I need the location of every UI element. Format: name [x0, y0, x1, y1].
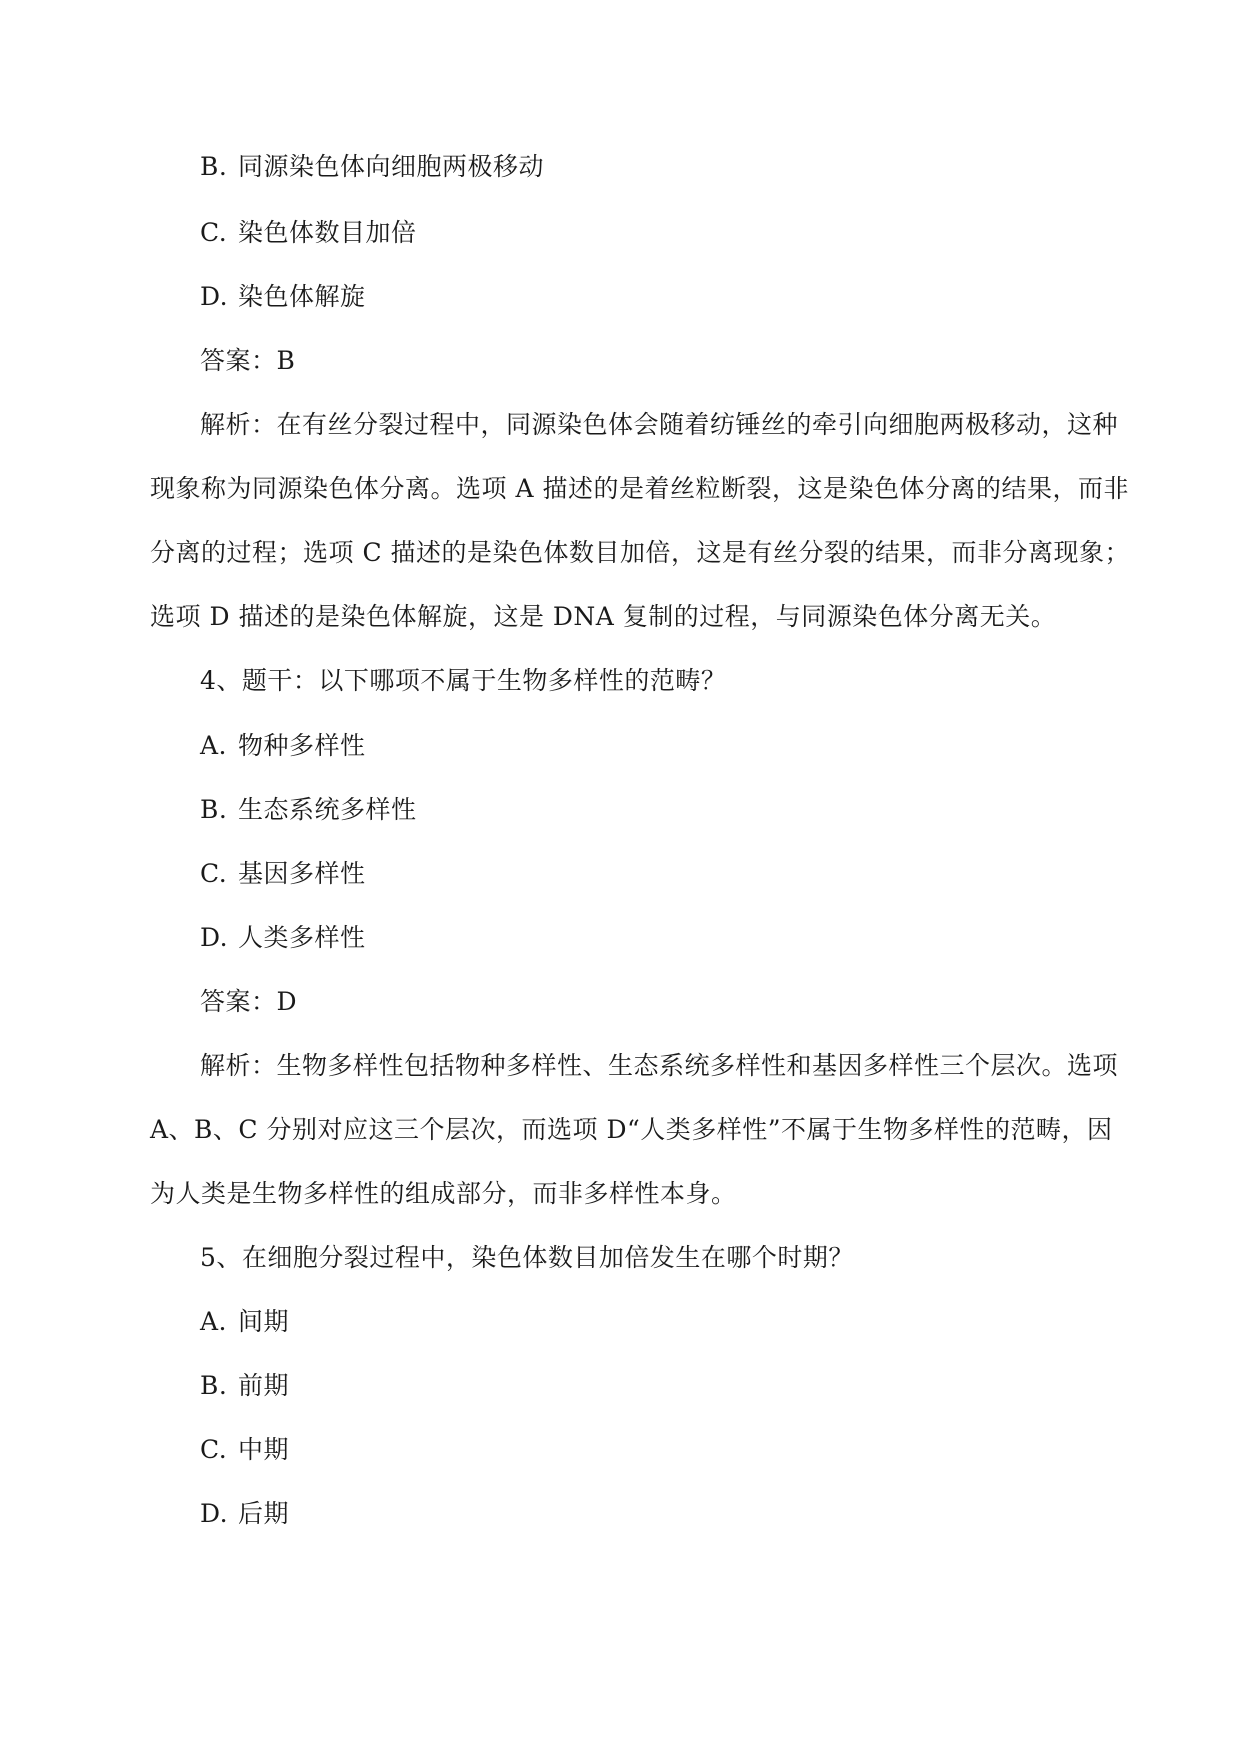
option-letter: A. [200, 731, 228, 760]
q5-option-b [200, 1371, 289, 1401]
option-letter: D. [200, 1499, 229, 1528]
q3-option-b [200, 152, 544, 182]
q4-option-c [200, 859, 366, 889]
q4-analysis-line: 为人类是生物多样性的组成部分，而非多样性本身。 [150, 1179, 737, 1208]
q5-stem: 5、在细胞分裂过程中，染色体数目加倍发生在哪个时期？ [200, 1243, 854, 1272]
q4-option-a [200, 731, 366, 761]
option-text: 后期 [238, 1499, 290, 1528]
option-text: 生态系统多样性 [238, 795, 417, 824]
option-letter: C. [200, 218, 228, 247]
q4-option-d [200, 923, 366, 953]
q5-option-d [200, 1499, 289, 1529]
q3-analysis-line: 现象称为同源染色体分离。选项 A 描述的是着丝粒断裂，这是染色体分离的结果，而非 [150, 474, 1129, 503]
q3-analysis-line: 选项 D 描述的是染色体解旋，这是 DNA 复制的过程，与同源染色体分离无关。 [150, 602, 1057, 631]
option-letter: C. [200, 1435, 228, 1464]
option-letter: B. [200, 795, 228, 824]
q3-option-d [200, 282, 366, 312]
q3-analysis-line: 分离的过程；选项 C 描述的是染色体数目加倍，这是有丝分裂的结果，而非分离现象； [150, 538, 1131, 567]
option-text: 基因多样性 [238, 859, 366, 888]
option-text: 物种多样性 [238, 731, 366, 760]
option-letter: B. [200, 1371, 228, 1400]
option-text: 染色体解旋 [238, 282, 366, 311]
q3-analysis-line: 解析：在有丝分裂过程中，同源染色体会随着纺锤丝的牵引向细胞两极移动，这种 [200, 410, 1119, 439]
option-letter: B. [200, 152, 228, 181]
option-text: 人类多样性 [238, 923, 366, 952]
q4-stem: 4、题干：以下哪项不属于生物多样性的范畴？ [200, 666, 727, 695]
q4-analysis-line: 解析：生物多样性包括物种多样性、生态系统多样性和基因多样性三个层次。选项 [200, 1051, 1119, 1080]
option-text: 前期 [238, 1371, 290, 1400]
option-letter: D. [200, 282, 229, 311]
q3-option-c [200, 218, 417, 248]
q5-option-c [200, 1435, 289, 1465]
q4-option-b [200, 795, 417, 825]
option-letter: C. [200, 859, 228, 888]
q5-option-a [200, 1307, 289, 1337]
option-text: 中期 [238, 1435, 290, 1464]
q3-answer: 答案：B [200, 346, 296, 375]
option-letter: A. [200, 1307, 228, 1336]
option-letter: D. [200, 923, 229, 952]
q4-analysis-line: A、B、C 分别对应这三个层次，而选项 D“人类多样性”不属于生物多样性的范畴，因 [150, 1115, 1113, 1144]
option-text: 间期 [238, 1307, 290, 1336]
q4-answer: 答案：D [200, 987, 298, 1016]
option-text: 同源染色体向细胞两极移动 [238, 152, 545, 181]
option-text: 染色体数目加倍 [238, 218, 417, 247]
